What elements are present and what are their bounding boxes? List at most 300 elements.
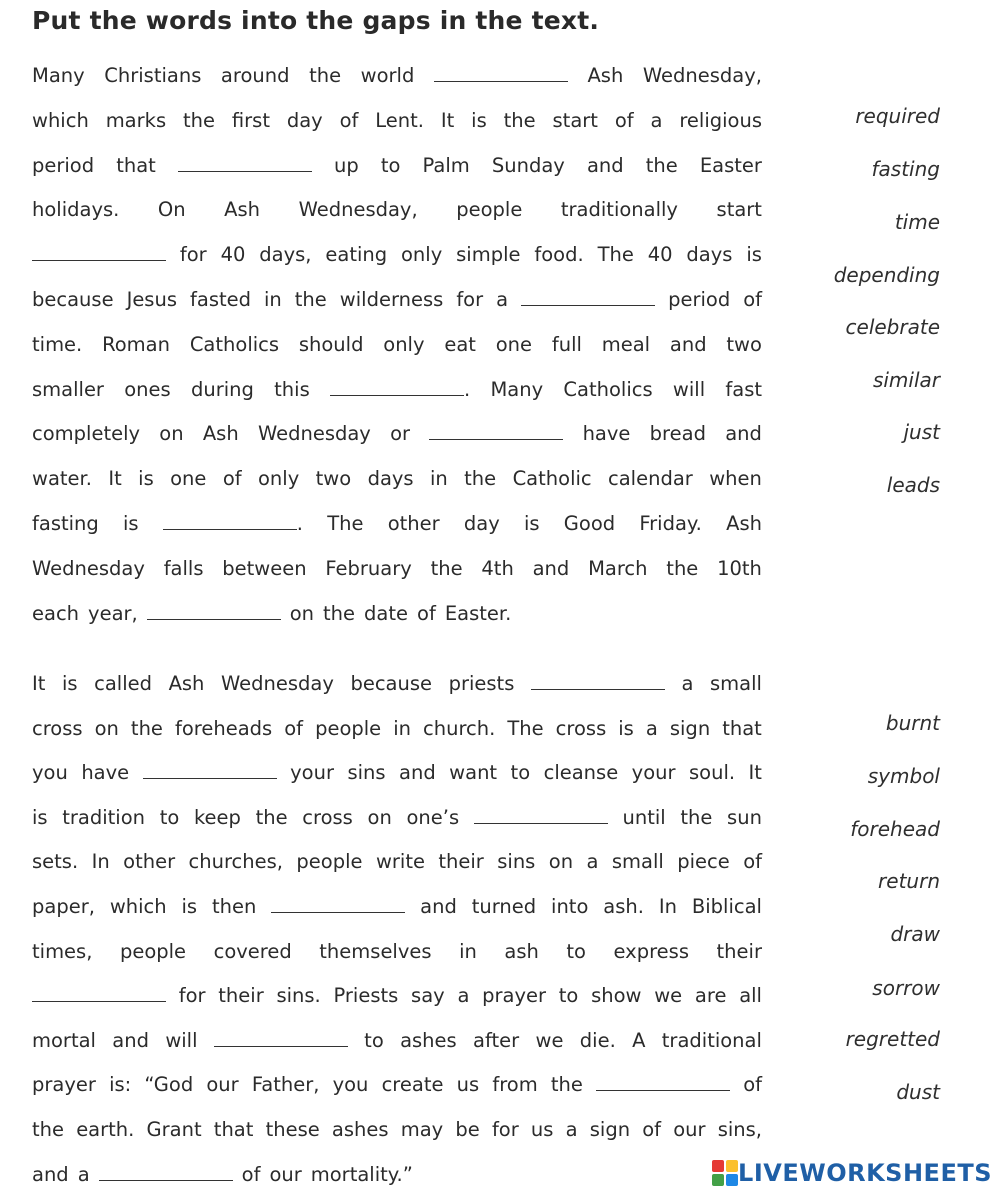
word: our — [673, 1118, 706, 1141]
word: days — [367, 467, 414, 491]
word: which — [32, 108, 89, 132]
word: completely — [32, 422, 141, 446]
word-bank-item: depending — [833, 263, 940, 287]
word: cleanse — [543, 761, 619, 785]
gap-holder — [434, 61, 568, 91]
word: mortal — [32, 1028, 96, 1052]
word: Wednesday — [32, 556, 145, 580]
word: say — [411, 984, 445, 1008]
word: priests — [448, 672, 515, 695]
word: of — [339, 108, 359, 132]
word-bank-item: just — [903, 420, 940, 444]
text-line — [32, 240, 762, 270]
word: Sunday — [491, 153, 565, 177]
gap-holder — [99, 1160, 233, 1190]
word: to — [364, 1028, 384, 1052]
word: the — [323, 601, 356, 625]
word: the — [680, 805, 713, 829]
word: two — [726, 332, 762, 356]
word: on — [159, 422, 184, 446]
word: Many — [490, 377, 544, 401]
blank-gap[interactable] — [147, 617, 281, 620]
word: and — [399, 761, 436, 785]
word: sins — [347, 761, 386, 785]
word: The — [507, 716, 544, 740]
word: around — [220, 64, 290, 87]
word: Wednesday, — [642, 64, 762, 87]
word: traditionally — [560, 198, 678, 222]
word: world — [360, 64, 415, 87]
word: you — [332, 1073, 369, 1097]
word: falls — [163, 556, 204, 580]
word: is — [523, 512, 540, 535]
word: February — [325, 556, 412, 580]
word: only — [258, 467, 300, 491]
word: sign — [589, 1118, 631, 1141]
word: and — [532, 556, 570, 580]
word: to — [159, 805, 180, 829]
logo-text: LIVEWORKSHEETS — [738, 1159, 992, 1187]
word: time. — [32, 332, 83, 356]
word: from — [492, 1073, 538, 1097]
word: tradition — [62, 805, 146, 829]
word: Ash — [202, 422, 239, 446]
word: The — [597, 243, 634, 267]
word: of — [743, 1073, 762, 1097]
word: the — [294, 288, 327, 311]
word: up — [334, 153, 359, 177]
word: their — [716, 939, 762, 963]
word: people — [315, 716, 382, 740]
word: Priests — [333, 984, 399, 1008]
word: Father, — [251, 1073, 320, 1097]
word: sign — [669, 716, 711, 740]
word: is — [61, 672, 78, 695]
word: then — [211, 895, 257, 918]
word: on — [548, 850, 574, 874]
word: fasting — [32, 512, 99, 535]
word: is — [181, 895, 198, 918]
word: calendar — [608, 467, 693, 491]
word: foreheads — [174, 716, 273, 740]
blank-gap[interactable] — [214, 1044, 348, 1047]
word: and — [586, 153, 624, 177]
gap-with-punct — [330, 375, 470, 405]
word: for — [179, 243, 207, 267]
word-bank-item: sorrow — [872, 976, 940, 1000]
word: and — [420, 895, 457, 918]
blank-gap[interactable] — [330, 393, 464, 396]
word: piece — [677, 850, 730, 874]
logo-grid-icon — [712, 1160, 738, 1186]
gap-with-punct — [163, 509, 303, 539]
word: will — [165, 1028, 198, 1052]
text-line — [32, 464, 762, 494]
word: Catholic — [512, 467, 592, 491]
word: into — [551, 895, 589, 918]
word: ones — [124, 377, 171, 401]
text-line — [32, 892, 762, 922]
word: fast — [725, 377, 762, 401]
text-line — [32, 1160, 762, 1190]
word: Jesus — [126, 288, 177, 311]
word: other — [387, 512, 440, 535]
word: church. — [423, 716, 496, 740]
text-line — [32, 1115, 762, 1145]
blank-gap[interactable] — [521, 303, 655, 306]
word: day — [463, 512, 500, 535]
text-line — [32, 599, 762, 629]
word: the — [645, 153, 678, 177]
text-line — [32, 554, 762, 584]
word: people — [456, 198, 523, 222]
gap-holder — [32, 240, 166, 270]
word: a — [565, 1118, 578, 1141]
word: start — [552, 108, 598, 132]
text-line — [32, 151, 762, 181]
word: cross — [32, 716, 83, 740]
word: Palm — [422, 153, 470, 177]
word: earth. — [76, 1118, 135, 1141]
word: one — [495, 332, 533, 356]
word: Easter — [699, 153, 762, 177]
word: simple — [456, 243, 521, 267]
word: Ash — [726, 512, 762, 535]
text-line — [32, 803, 762, 833]
word: after — [473, 1028, 520, 1052]
word: and — [32, 1162, 69, 1186]
word: It — [108, 467, 122, 491]
text-line — [32, 419, 762, 449]
word: ash — [504, 939, 539, 963]
word: religious — [679, 108, 762, 132]
word: should — [298, 332, 364, 356]
word: the — [430, 556, 463, 580]
word: a — [77, 1162, 90, 1186]
gap-holder — [429, 419, 563, 449]
word: Catholics — [563, 377, 653, 401]
word: on — [289, 601, 315, 625]
word: Biblical — [691, 895, 762, 918]
gap-holder — [474, 803, 608, 833]
word: 40 — [647, 243, 673, 267]
word: turned — [471, 895, 537, 918]
word: day — [286, 108, 323, 132]
word: period — [668, 288, 731, 311]
word-bank-item: symbol — [867, 764, 940, 788]
word: these — [265, 1118, 320, 1141]
word: days, — [259, 243, 312, 267]
word: In — [91, 850, 110, 874]
word: will — [672, 377, 706, 401]
blank-gap[interactable] — [596, 1088, 730, 1091]
word-bank-item: dust — [896, 1080, 940, 1104]
gap-holder — [178, 151, 312, 181]
word: sun — [727, 805, 762, 829]
word: is — [138, 467, 154, 491]
word-bank-item: forehead — [850, 817, 940, 841]
word: in — [393, 716, 411, 740]
word: us — [530, 1118, 554, 1141]
word: die. — [579, 1028, 616, 1052]
word: the — [464, 467, 497, 491]
word: 4th — [481, 556, 514, 580]
text-line — [32, 847, 762, 877]
word: sets. — [32, 850, 79, 874]
word: because — [32, 288, 114, 311]
gap-holder — [143, 758, 277, 788]
word: mortality.” — [310, 1162, 413, 1186]
word: for — [178, 984, 206, 1008]
word: Ash — [587, 64, 624, 87]
word: start — [716, 198, 762, 222]
word: bread — [649, 422, 706, 446]
word: 10th — [717, 556, 762, 580]
word: a — [496, 288, 509, 311]
word: have — [582, 422, 631, 446]
word: Catholics — [189, 332, 280, 356]
word: cross — [555, 716, 607, 740]
word: date — [364, 601, 409, 625]
blank-gap[interactable] — [531, 687, 665, 690]
word: of — [417, 601, 436, 625]
word: want — [449, 761, 498, 785]
gap-holder — [596, 1070, 730, 1100]
word: to — [380, 153, 401, 177]
word-bank-item: regretted — [845, 1027, 940, 1051]
word: Lent. — [375, 108, 425, 132]
word: the — [666, 556, 699, 580]
word: traditional — [661, 1028, 762, 1052]
word: 40 — [220, 243, 246, 267]
word: eat — [444, 332, 476, 356]
word: wilderness — [339, 288, 444, 311]
word: of — [614, 108, 634, 132]
text-line — [32, 195, 762, 225]
word: Christians — [104, 64, 202, 87]
word: churches, — [188, 850, 283, 874]
text-line — [32, 1026, 762, 1056]
word: soul. — [689, 761, 736, 785]
word: because — [350, 672, 433, 695]
word: is — [618, 716, 634, 740]
word: in — [264, 288, 282, 311]
word: this — [274, 377, 310, 401]
word: cross — [302, 805, 353, 829]
word: times, — [32, 939, 93, 963]
word: and — [112, 1028, 149, 1052]
word: sins, — [717, 1118, 762, 1141]
word: holidays. — [32, 198, 120, 222]
word: people — [296, 850, 363, 874]
blank-gap[interactable] — [429, 437, 563, 440]
word: year, — [88, 601, 138, 625]
blank-gap[interactable] — [474, 821, 608, 824]
word: people — [119, 939, 187, 963]
word: food. — [534, 243, 584, 267]
word: sins — [497, 850, 536, 874]
text-line — [32, 714, 762, 744]
word: Wednesday, — [298, 198, 418, 222]
word: On — [157, 198, 186, 222]
word: called — [94, 672, 152, 695]
word: the — [32, 1118, 65, 1141]
liveworksheets-logo — [712, 1158, 992, 1188]
word: a — [586, 850, 599, 874]
word: It — [748, 761, 762, 785]
word: may — [400, 1118, 444, 1141]
word: first — [231, 108, 270, 132]
blank-gap[interactable] — [434, 79, 568, 82]
text-line — [32, 106, 762, 136]
gap-holder — [214, 1026, 348, 1056]
word: we — [654, 984, 683, 1008]
word: to — [566, 939, 586, 963]
word-bank-item: time — [894, 210, 940, 234]
word: each — [32, 601, 80, 625]
blank-gap[interactable] — [178, 169, 312, 172]
word: your — [290, 761, 334, 785]
word: that — [116, 153, 156, 177]
word: have — [81, 761, 130, 785]
word: one’s — [406, 805, 460, 829]
text-line — [32, 669, 762, 699]
word: small — [710, 672, 762, 695]
word: and — [669, 332, 707, 356]
word: ash. — [603, 895, 644, 918]
word-bank-item: celebrate — [845, 315, 940, 339]
gap-holder — [147, 599, 281, 629]
word: Ash — [168, 672, 205, 695]
punctuation: . — [464, 377, 471, 401]
word: a — [681, 672, 694, 695]
word: of — [743, 850, 762, 874]
word: their — [218, 984, 264, 1008]
word: Good — [563, 512, 616, 535]
word: period — [32, 153, 95, 177]
word: until — [622, 805, 666, 829]
word: sins. — [276, 984, 321, 1008]
word: It — [440, 108, 455, 132]
word: of — [241, 1162, 261, 1186]
blank-gap[interactable] — [32, 258, 166, 261]
text-line — [32, 981, 762, 1011]
word: in — [429, 467, 448, 491]
word: when — [709, 467, 762, 491]
word: small — [611, 850, 664, 874]
word: prayer — [32, 1073, 96, 1097]
word: ashes — [331, 1118, 389, 1141]
word: show — [591, 984, 642, 1008]
word: paper, — [32, 895, 95, 918]
word: In — [658, 895, 677, 918]
blank-gap[interactable] — [99, 1178, 233, 1181]
word: The — [327, 512, 364, 535]
text-line — [32, 61, 762, 91]
text-line — [32, 758, 762, 788]
word: eating — [325, 243, 388, 267]
word: on — [94, 716, 119, 740]
word-bank-item: leads — [886, 473, 940, 497]
blank-gap[interactable] — [271, 910, 405, 913]
word: meal — [601, 332, 651, 356]
word: our — [269, 1162, 302, 1186]
word: your — [631, 761, 676, 785]
word: Many — [32, 64, 85, 87]
blank-gap[interactable] — [32, 999, 166, 1002]
word: the — [550, 1073, 583, 1097]
word-bank-item: required — [855, 104, 940, 128]
word-bank-item: return — [878, 869, 940, 893]
word: us — [456, 1073, 480, 1097]
word: that — [722, 716, 762, 740]
word: is — [32, 805, 48, 829]
word: ashes — [400, 1028, 457, 1052]
word: express — [613, 939, 689, 963]
word-bank-item: similar — [872, 368, 940, 392]
word: all — [739, 984, 762, 1008]
word: the — [309, 64, 342, 87]
word: of — [743, 288, 762, 311]
text-line — [32, 330, 762, 360]
word: a — [457, 984, 470, 1008]
word: Grant — [146, 1118, 202, 1141]
word-bank-item: fasting — [871, 157, 940, 181]
word: prayer — [482, 984, 547, 1008]
text-line — [32, 1070, 762, 1100]
gap-holder — [271, 892, 405, 922]
word: to — [558, 984, 579, 1008]
word: the — [182, 108, 215, 132]
word: only — [383, 332, 425, 356]
word: a — [650, 108, 663, 132]
word: of — [222, 467, 242, 491]
worksheet-title: Put the words into the gaps in the text. — [32, 6, 600, 35]
blank-gap[interactable] — [163, 527, 297, 530]
word: full — [551, 332, 582, 356]
text-line — [32, 285, 762, 315]
word: is — [123, 512, 139, 535]
word: is — [471, 108, 487, 132]
word: water. — [32, 467, 92, 491]
word: which — [109, 895, 167, 918]
gap-holder — [521, 285, 655, 315]
gap-holder — [32, 981, 166, 1011]
word: A — [632, 1028, 646, 1052]
word: and — [725, 422, 762, 446]
word-bank-item: burnt — [885, 711, 940, 735]
text-line — [32, 375, 762, 405]
word: during — [190, 377, 254, 401]
word: a — [645, 716, 658, 740]
word: It — [32, 672, 46, 695]
word: between — [222, 556, 307, 580]
word: Friday. — [639, 512, 702, 535]
word: only — [401, 243, 443, 267]
word: smaller — [32, 377, 104, 401]
word: of — [284, 716, 304, 740]
word: marks — [105, 108, 167, 132]
word: on — [367, 805, 392, 829]
blank-gap[interactable] — [143, 776, 277, 779]
word: be — [455, 1118, 480, 1141]
word: we — [535, 1028, 564, 1052]
word: is: — [109, 1073, 132, 1097]
word: write — [375, 850, 425, 874]
word: that — [213, 1118, 254, 1141]
word: days — [686, 243, 733, 267]
word: the — [130, 716, 163, 740]
